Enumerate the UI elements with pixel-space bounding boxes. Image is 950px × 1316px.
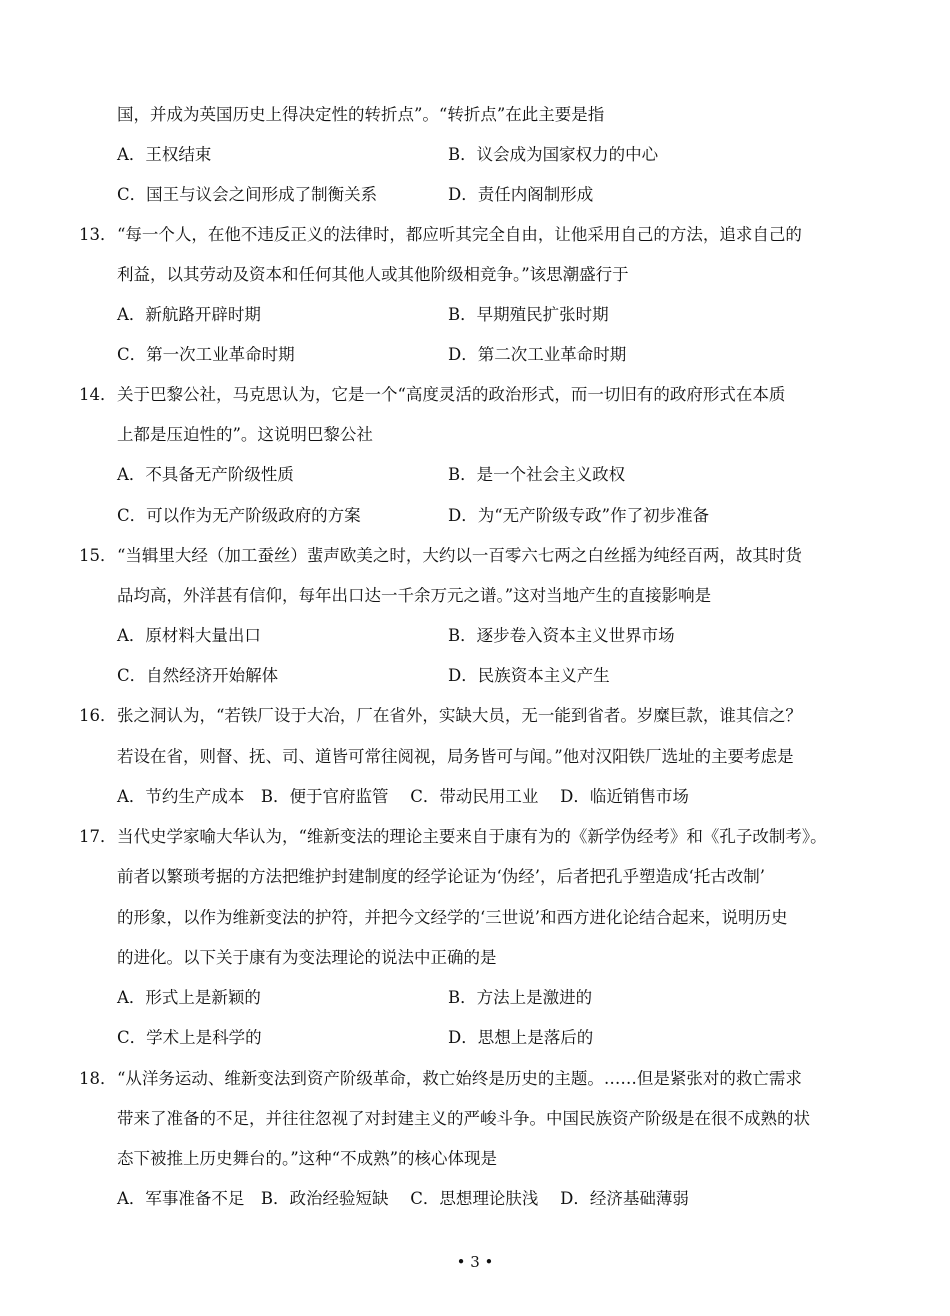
question-12-text-line: 国，并成为英国历史上得决定性的转折点”。“转折点”在此主要是指 [117, 105, 605, 124]
question-17-option-c: C．学术上是科学的 [117, 1028, 262, 1047]
question-13-option-a: A．新航路开辟时期 [117, 305, 261, 324]
question-14-text-line: 上都是压迫性的”。这说明巴黎公社 [117, 425, 373, 444]
question-16-text-line: 若设在省，则督、抚、司、道皆可常往阅视，局务皆可与闻。”他对汉阳铁厂选址的主要考虑是 [117, 747, 794, 766]
question-18-text-line: 态下被推上历史舞台的。”这种“不成熟”的核心体现是 [117, 1149, 498, 1168]
question-17-text-line: 的进化。以下关于康有为变法理论的说法中正确的是 [117, 948, 497, 967]
question-16-number: 16． [79, 706, 117, 725]
question-17-option-b: B．方法上是激进的 [448, 988, 593, 1007]
question-14-number: 14． [79, 385, 117, 404]
question-14-option-d: D．为“无产阶级专政”作了初步准备 [448, 506, 710, 525]
question-15-option-a: A．原材料大量出口 [117, 626, 261, 645]
question-16-options: A．节约生产成本 B．便于官府监管 C．带动民用工业 D．临近销售市场 [117, 787, 689, 806]
question-15-option-c: C．自然经济开始解体 [117, 666, 279, 685]
question-14-text-line: 关于巴黎公社，马克思认为，它是一个“高度灵活的政治形式，而一切旧有的政府形式在本质 [117, 385, 786, 404]
question-17-text-line: 前者以繁琐考据的方法把维护封建制度的经学论证为‘伪经’，后者把孔乎塑造成‘托古改制’ [117, 867, 765, 886]
question-18-text-line: 带来了准备的不足，并往往忽视了对封建主义的严峻斗争。中国民族资产阶级是在很不成熟的状 [117, 1109, 810, 1128]
question-13-text-line: 利益，以其劳动及资本和任何其他人或其他阶级相竞争。”该思潮盛行于 [117, 265, 629, 284]
question-13-option-c: C．第一次工业革命时期 [117, 345, 295, 364]
question-17-text-line: 的形象，以作为维新变法的护符，并把今文经学的‘三世说’和西方进化论结合起来，说明历史 [117, 908, 788, 927]
question-13-option-b: B．早期殖民扩张时期 [448, 305, 609, 324]
question-17-option-d: D．思想上是落后的 [448, 1028, 594, 1047]
question-18-text-line: “从洋务运动、维新变法到资产阶级革命，救亡始终是历史的主题。……但是紧张对的救亡需求 [117, 1069, 802, 1088]
question-12-option-d: D．责任内阁制形成 [448, 185, 594, 204]
question-12-option-c: C．国王与议会之间形成了制衡关系 [117, 185, 378, 204]
question-17-text-line: 当代史学家喻大华认为，“维新变法的理论主要来自于康有为的《新学伪经考》和《孔子改制考》。 [117, 827, 827, 846]
question-13-number: 13． [79, 225, 117, 244]
question-17-option-a: A．形式上是新颖的 [117, 988, 261, 1007]
question-12-option-b: B．议会成为国家权力的中心 [448, 145, 659, 164]
question-18-options: A．军事准备不足 B．政治经验短缺 C．思想理论肤浅 D．经济基础薄弱 [117, 1189, 689, 1208]
question-15-option-b: B．逐步卷入资本主义世界市场 [448, 626, 675, 645]
question-15-option-d: D．民族资本主义产生 [448, 666, 610, 685]
question-13-option-d: D．第二次工业革命时期 [448, 345, 627, 364]
question-15-text-line: 品均高，外洋甚有信仰，每年出口达一千余万元之谱。”这对当地产生的直接影响是 [117, 586, 712, 605]
question-14-option-a: A．不具备无产阶级性质 [117, 465, 294, 484]
question-18-number: 18． [79, 1069, 117, 1088]
question-14-option-c: C．可以作为无产阶级政府的方案 [117, 506, 361, 525]
question-12-option-a: A．王权结束 [117, 145, 212, 164]
question-15-number: 15． [79, 546, 117, 565]
question-13-text-line: “每一个人，在他不违反正义的法律时，都应听其完全自由，让他采用自己的方法，追求自己的 [117, 225, 802, 244]
page-number: • 3 • [456, 1253, 494, 1271]
question-15-text-line: “当辑里大经（加工蚕丝）蜚声欧美之时，大约以一百零六七两之白丝摇为纯经百两，故其时货 [117, 546, 802, 565]
question-16-text-line: 张之洞认为，“若铁厂设于大冶，厂在省外，实缺大员，无一能到省者。岁糜巨款，谁其信之？ [117, 706, 802, 725]
question-14-option-b: B．是一个社会主义政权 [448, 465, 626, 484]
question-17-number: 17． [79, 827, 117, 846]
